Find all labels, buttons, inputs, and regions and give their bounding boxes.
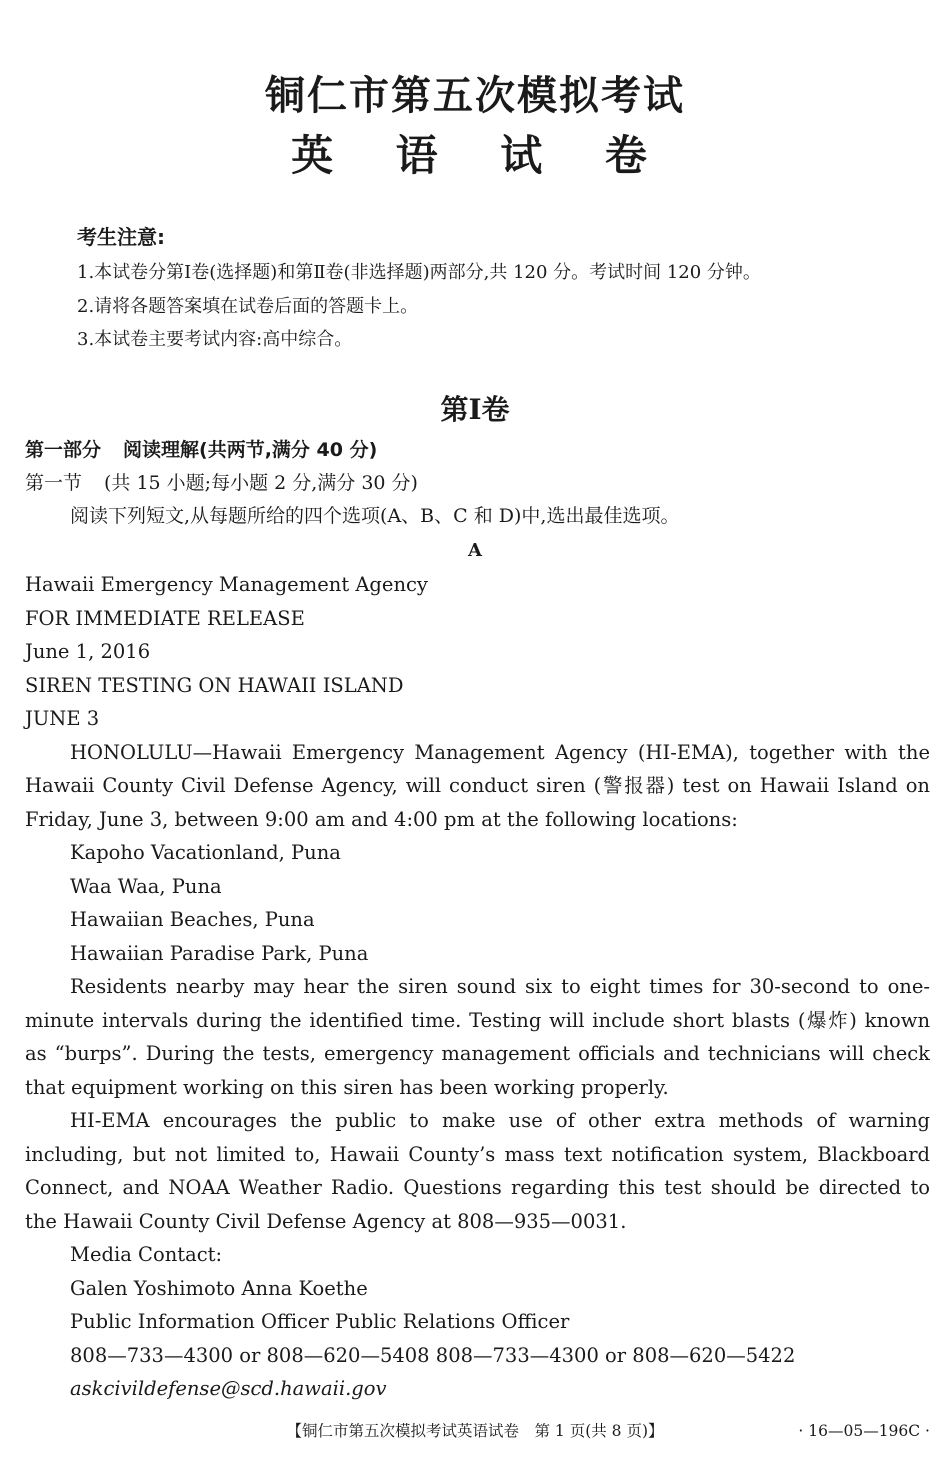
contact-email: askcivildefense@scd.hawaii.gov: [70, 1377, 387, 1400]
part-title: 阅读理解(共两节,满分 40 分): [123, 439, 378, 461]
passage-paragraph-3: [25, 1104, 930, 1238]
location-item: Waa Waa, Puna: [70, 874, 222, 898]
passage-paragraph-2: [25, 970, 930, 1104]
section-name: 第一节: [25, 472, 83, 494]
paragraph-1-text: HONOLULU—Hawaii Emergency Management Agency (HI-EMA), together with the Hawaii County Civil Defense Agency, will conduct siren (警报器) test on Hawaii Island on Friday, June 3, between 9:00 am and 4:00 pm at the following locations:: [25, 740, 930, 831]
footer-code: · 16—05—196C ·: [798, 1422, 930, 1440]
notice-item-1: 1.本试卷分第Ⅰ卷(选择题)和第Ⅱ卷(非选择题)两部分,共 120 分。考试时间 120 分钟。: [77, 262, 761, 283]
section-heading: [25, 467, 418, 500]
passage-event-date: JUNE 3: [25, 707, 100, 730]
location-item: Hawaiian Paradise Park, Puna: [70, 941, 369, 965]
contact-names: Galen Yoshimoto Anna Koethe: [70, 1276, 368, 1300]
section-title: (共 15 小题;每小题 2 分,满分 30 分): [104, 472, 418, 494]
passage-agency: Hawaii Emergency Management Agency: [25, 573, 428, 596]
notice-list: [77, 256, 947, 357]
notice-item-2: 2.请将各题答案填在试卷后面的答题卡上。: [77, 295, 419, 317]
passage-letter: A: [468, 540, 482, 561]
location-item: Hawaiian Beaches, Puna: [70, 908, 315, 931]
passage-body: [25, 568, 930, 1406]
contact-phones: 808—733—4300 or 808—620—5408 808—733—4300 or 808—620—5422: [70, 1343, 796, 1367]
media-contact-label: Media Contact:: [70, 1243, 223, 1266]
location-item: Kapoho Vacationland, Puna: [70, 841, 341, 864]
exam-subtitle: 英 语 试 卷: [291, 131, 671, 180]
passage-release: FOR IMMEDIATE RELEASE: [25, 606, 305, 630]
footer-page-info: 【铜仁市第五次模拟考试英语试卷 第 1 页(共 8 页)】: [286, 1422, 664, 1440]
notice-item-3: 3.本试卷主要考试内容:高中综合。: [77, 329, 353, 350]
exam-title: 铜仁市第五次模拟考试: [265, 73, 685, 119]
passage-date: June 1, 2016: [25, 640, 151, 663]
passage-paragraph-1: [25, 736, 930, 837]
contact-titles: Public Information Officer Public Relations Officer: [70, 1310, 570, 1333]
passage-headline: SIREN TESTING ON HAWAII ISLAND: [25, 673, 404, 697]
notice-heading: 考生注意:: [77, 225, 165, 249]
paragraph-2-text: Residents nearby may hear the siren sound six to eight times for 30-second to one-minute intervals during the identified time. Testing will include short blasts (爆炸) known as “burps”. During the tests, emergency management officials and technicians will check that equipment working on this siren has been working properly.: [25, 975, 930, 1099]
reading-instruction: 阅读下列短文,从每题所给的四个选项(A、B、C 和 D)中,选出最佳选项。: [70, 505, 680, 527]
paragraph-3-text: HI-EMA encourages the public to make use of other extra methods of warning including, but not limited to, Hawaii County’s mass text notification system, Blackboard Connect, and NOAA Weather Radio. Questions regarding this test should be directed to the Hawaii County Civil Defense Agency at 808—935—0031.: [25, 1109, 930, 1233]
part-heading: [25, 434, 377, 466]
part-name: 第一部分: [25, 439, 102, 461]
volume-title: 第Ⅰ卷: [440, 393, 510, 426]
